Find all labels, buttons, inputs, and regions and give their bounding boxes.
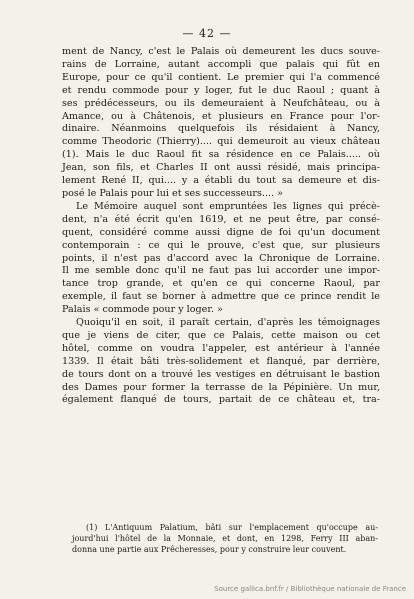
body-line: comme Theodoric (Thierry).... qui demeuroit au vieux château xyxy=(62,136,380,148)
body-line: ses prédécesseurs, ou ils demeuraient à Neufchâteau, ou à xyxy=(62,97,380,109)
body-line: exemple, il faut se borner à admettre que ce prince rendit le xyxy=(62,291,380,303)
body-line: et rendu commode pour y loger, fut le duc Raoul ; quant à xyxy=(62,84,380,96)
body-line: Palais « commode pour y loger. » xyxy=(62,304,223,316)
body-text xyxy=(62,46,380,407)
body-line: dent, n'a été écrit qu'en 1619, et ne peut être, par consé- xyxy=(62,213,380,225)
body-line: posé le Palais pour lui et ses successeurs.... » xyxy=(62,187,284,199)
body-line: que je viens de citer, que ce Palais, cette maison ou cet xyxy=(62,329,380,341)
body-line: tance trop grande, et qu'en ce qui concerne Raoul, par xyxy=(62,278,380,290)
body-line: des Dames pour former la terrasse de la Pépinière. Un mur, xyxy=(62,381,380,393)
footnote-line: (1) L'Antiquum Palatium, bâti sur l'emplacement qu'occupe au- xyxy=(86,523,378,532)
body-line: Le Mémoire auquel sont empruntées les lignes qui précè- xyxy=(76,200,380,212)
footnote-line: donna une partie aux Prêcheresses, pour y construire leur couvent. xyxy=(72,545,347,555)
body-line: contemporain : ce qui le prouve, c'est que, sur plusieurs xyxy=(62,239,380,251)
body-line: rains de Lorraine, autant accompli que palais qui fût en xyxy=(62,58,380,70)
body-line: Amance, ou à Châtenois, et plusieurs en France pour l'or- xyxy=(62,110,380,122)
page-number: — 42 — xyxy=(182,27,232,40)
footnote-line: jourd'hui l'hôtel de la Monnaie, et dont, en 1298, Ferry III aban- xyxy=(72,534,378,544)
body-line: lement René II, qui.... y a établi du tout sa demeure et dis- xyxy=(62,175,380,187)
body-line: points, il n'est pas d'accord avec la Chronique de Lorraine. xyxy=(62,252,380,264)
body-line: Quoiqu'il en soit, il paraît certain, d'après les témoignages xyxy=(76,317,380,329)
body-line: ment de Nancy, c'est le Palais où demeurent les ducs souve- xyxy=(62,46,380,57)
body-line: également flanqué de tours, partait de ce château et, tra- xyxy=(62,394,380,406)
body-line: de tours dont on a trouvé les vestiges en détruisant le bastion xyxy=(62,368,380,380)
body-line: Europe, pour ce qu'il contient. Le premier qui l'a commencé xyxy=(62,71,380,83)
body-line: 1339. Il était bâti très-solidement et flanqué, par derrière, xyxy=(62,355,380,367)
body-line: (1). Mais le duc Raoul fit sa résidence en ce Palais..... où xyxy=(62,149,380,161)
body-line: hôtel, comme on voudra l'appeler, est antérieur à l'année xyxy=(62,342,380,354)
source-credit: Source gallica.bnf.fr / Bibliothèque nationale de France xyxy=(214,585,406,593)
body-line: quent, considéré comme aussi digne de foi qu'un document xyxy=(62,226,380,238)
body-line: dinaire. Néanmoins quelquefois ils résidaient à Nancy, xyxy=(62,123,380,135)
body-line: Il me semble donc qu'il ne faut pas lui accorder une impor- xyxy=(62,265,380,277)
footnote xyxy=(72,522,378,556)
body-line: Jean, son fils, et Charles II ont aussi résidé, mais principa- xyxy=(62,162,380,174)
